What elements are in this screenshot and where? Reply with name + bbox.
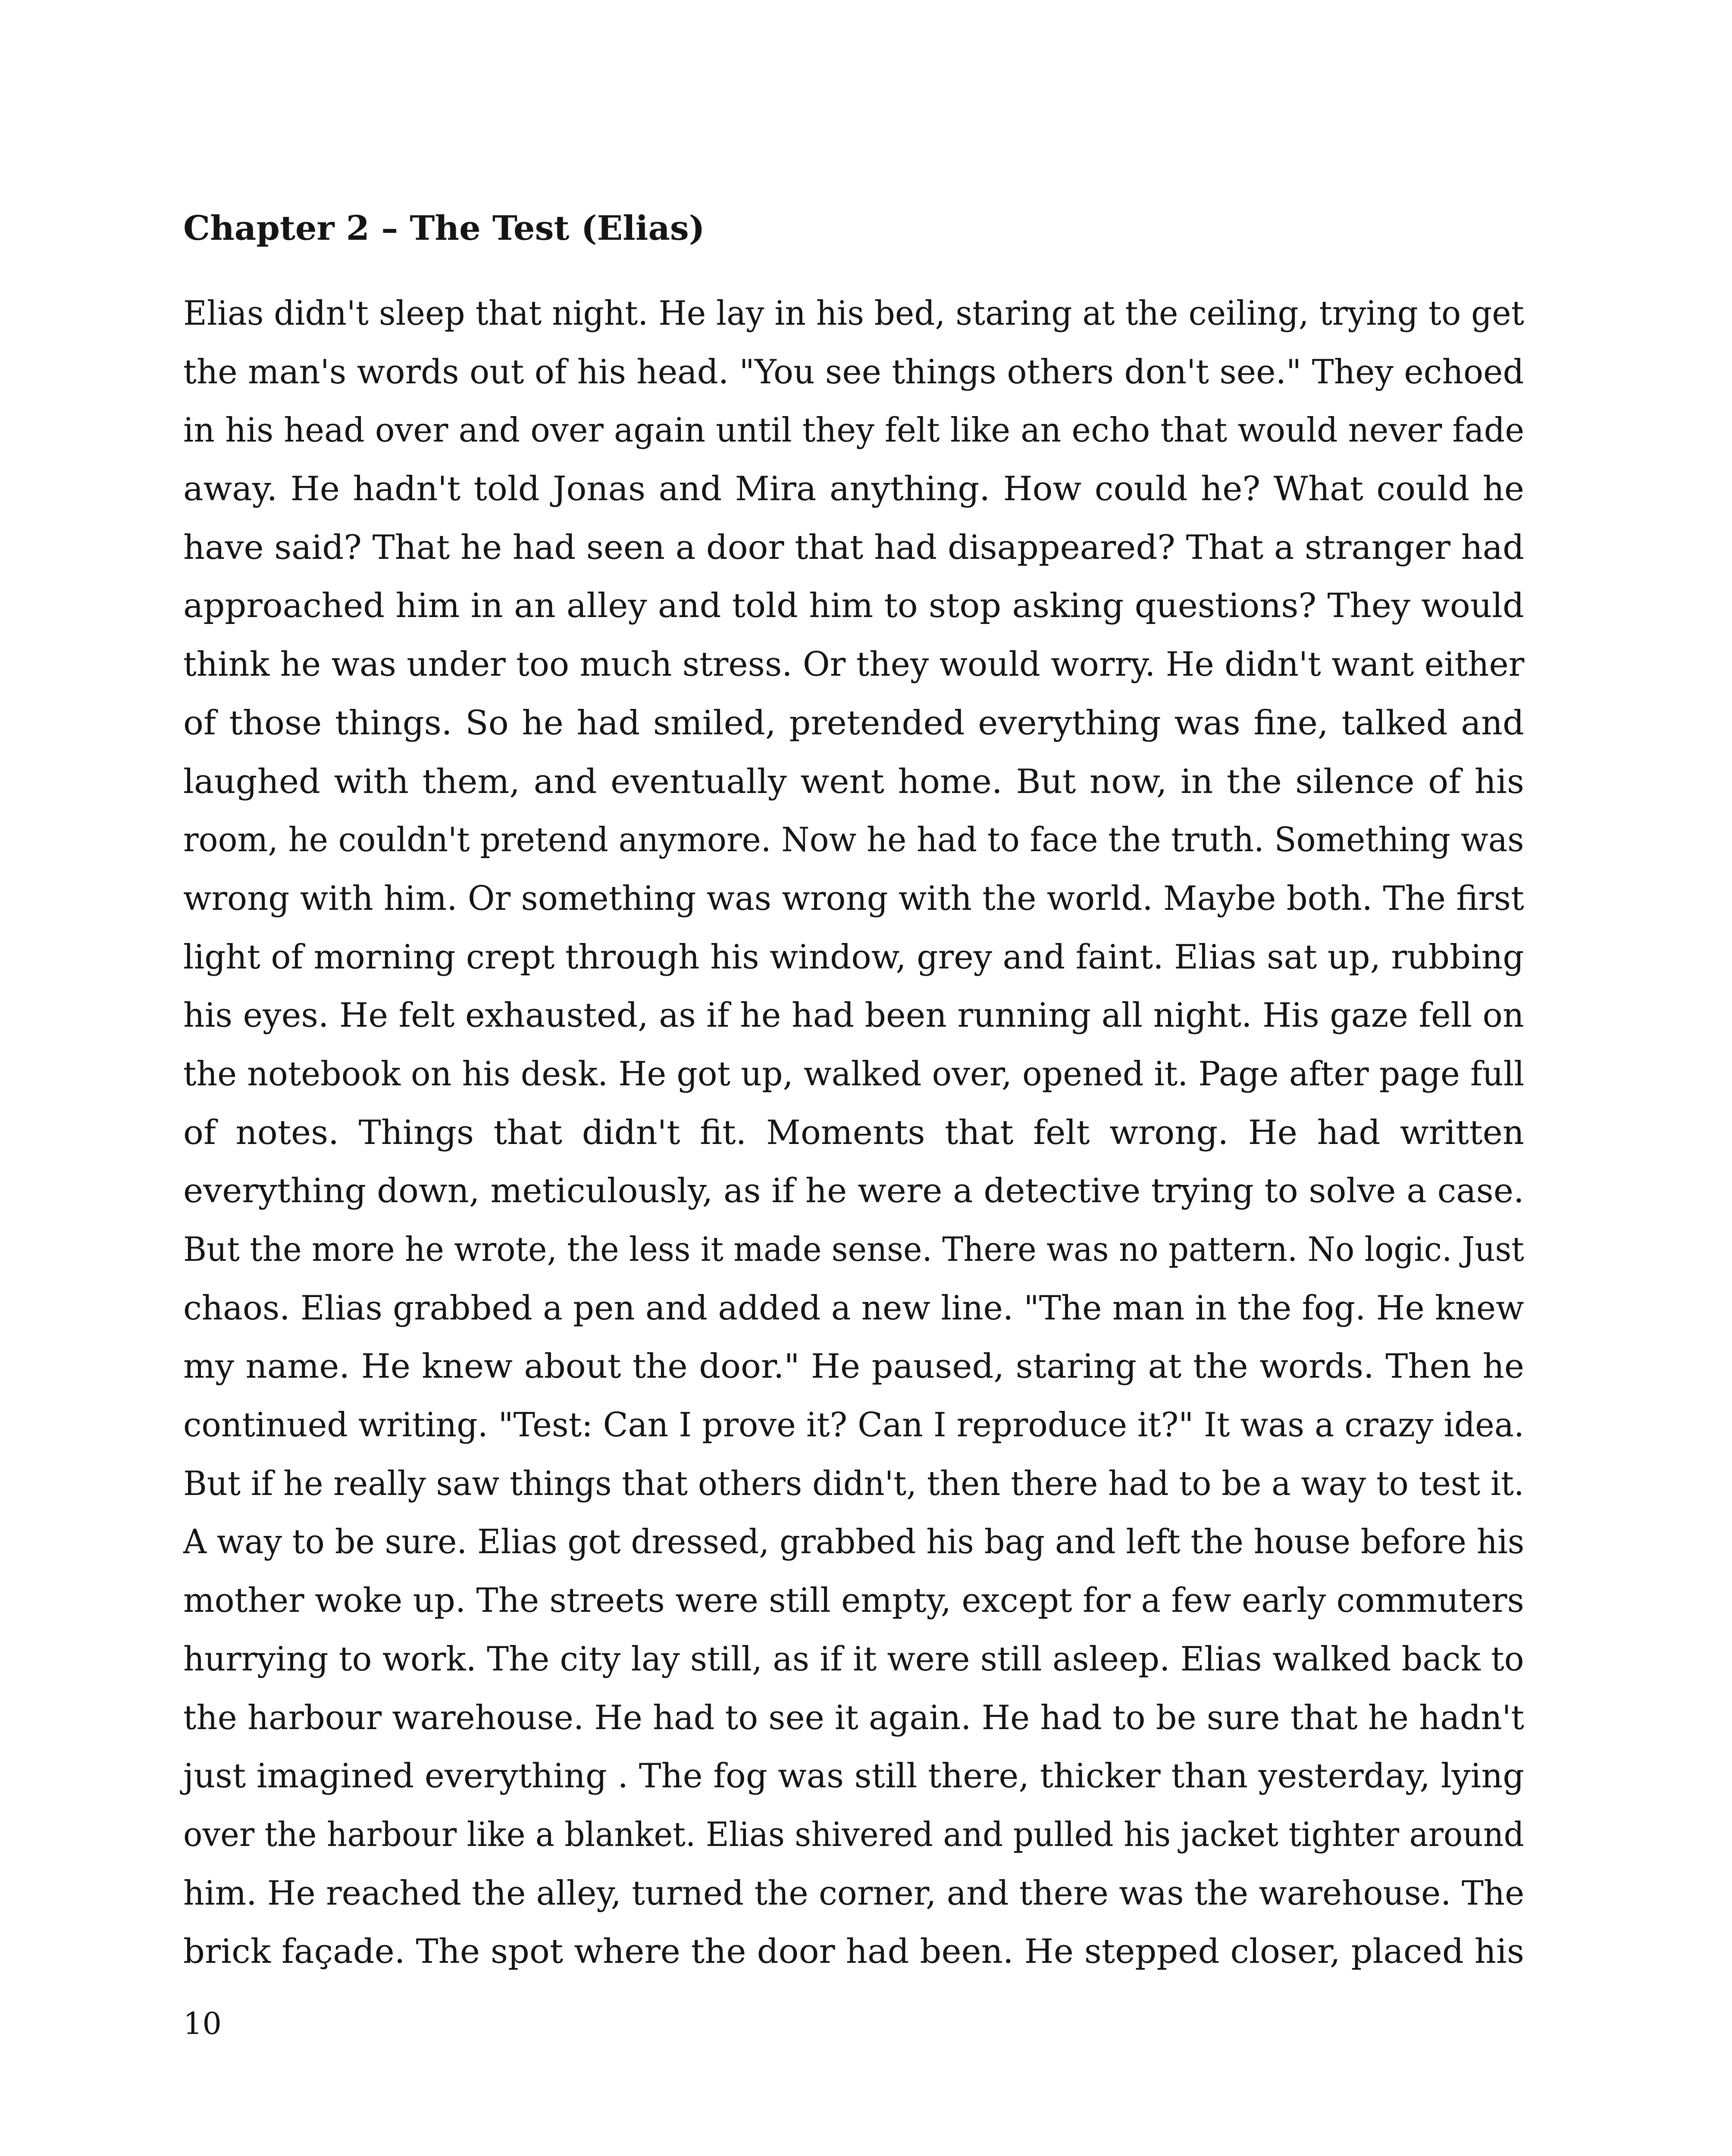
body-text-line: laughed with them, and eventually went home. But now, in the silence of his <box>183 762 1524 801</box>
body-text-line: approached him in an alley and told him to stop asking questions? They would <box>183 586 1524 626</box>
body-text-line: But the more he wrote, the less it made sense. There was no pattern. No logic. Just <box>183 1230 1524 1269</box>
body-text-line: mother woke up. The streets were still empty, except for a few early commuters <box>183 1581 1524 1620</box>
body-text-line: brick façade. The spot where the door had been. He stepped closer, placed his <box>183 1932 1524 1971</box>
body-text-line: But if he really saw things that others didn't, then there had to be a way to test it. <box>183 1464 1524 1503</box>
body-text-line: just imagined everything . The fog was still there, thicker than yesterday, lying <box>183 1757 1525 1796</box>
body-text-line: wrong with him. Or something was wrong with the world. Maybe both. The first <box>183 879 1524 918</box>
body-text-line: light of morning crept through his window, grey and faint. Elias sat up, rubbing <box>183 937 1524 977</box>
body-text-line: hurrying to work. The city lay still, as if it were still asleep. Elias walked back to <box>183 1639 1524 1679</box>
body-text-line: over the harbour like a blanket. Elias shivered and pulled his jacket tighter around <box>183 1815 1524 1854</box>
body-text-line: my name. He knew about the door." He paused, staring at the words. Then he <box>183 1347 1524 1386</box>
body-text-line: of those things. So he had smiled, pretended everything was fine, talked and <box>183 703 1524 743</box>
body-text-line: everything down, meticulously, as if he were a detective trying to solve a case. <box>183 1172 1524 1211</box>
body-text-line: the man's words out of his head. "You see things others don't see." They echoed <box>183 352 1524 392</box>
body-text-line: of notes. Things that didn't fit. Moments that felt wrong. He had written <box>183 1113 1524 1152</box>
body-text-line: away. He hadn't told Jonas and Mira anything. How could he? What could he <box>183 470 1524 509</box>
body-text-line: chaos. Elias grabbed a pen and added a new line. "The man in the fog. He knew <box>183 1288 1524 1328</box>
body-text-line: him. He reached the alley, turned the corner, and there was the warehouse. The <box>183 1874 1525 1913</box>
body-text-line: the notebook on his desk. He got up, walked over, opened it. Page after page full <box>183 1054 1525 1094</box>
body-text-line: think he was under too much stress. Or they would worry. He didn't want either <box>183 645 1525 684</box>
body-text-line: room, he couldn't pretend anymore. Now he had to face the truth. Something was <box>183 821 1524 860</box>
body-text-line: his eyes. He felt exhausted, as if he had been running all night. His gaze fell on <box>183 996 1524 1035</box>
chapter-heading: Chapter 2 – The Test (Elias) <box>183 209 705 248</box>
body-text-line: A way to be sure. Elias got dressed, grabbed his bag and left the house before his <box>183 1523 1525 1562</box>
body-text-line: the harbour warehouse. He had to see it again. He had to be sure that he hadn't <box>183 1698 1525 1737</box>
body-text-line: in his head over and over again until they felt like an echo that would never fade <box>183 411 1525 450</box>
body-text-line: continued writing. "Test: Can I prove it? Can I reproduce it?" It was a crazy idea. <box>183 1406 1525 1445</box>
body-text-line: Elias didn't sleep that night. He lay in his bed, staring at the ceiling, trying to get <box>183 294 1524 333</box>
page-number: 10 <box>183 2006 222 2041</box>
chapter-body-text <box>183 285 1524 1981</box>
body-text-line: have said? That he had seen a door that had disappeared? That a stranger had <box>183 528 1524 567</box>
